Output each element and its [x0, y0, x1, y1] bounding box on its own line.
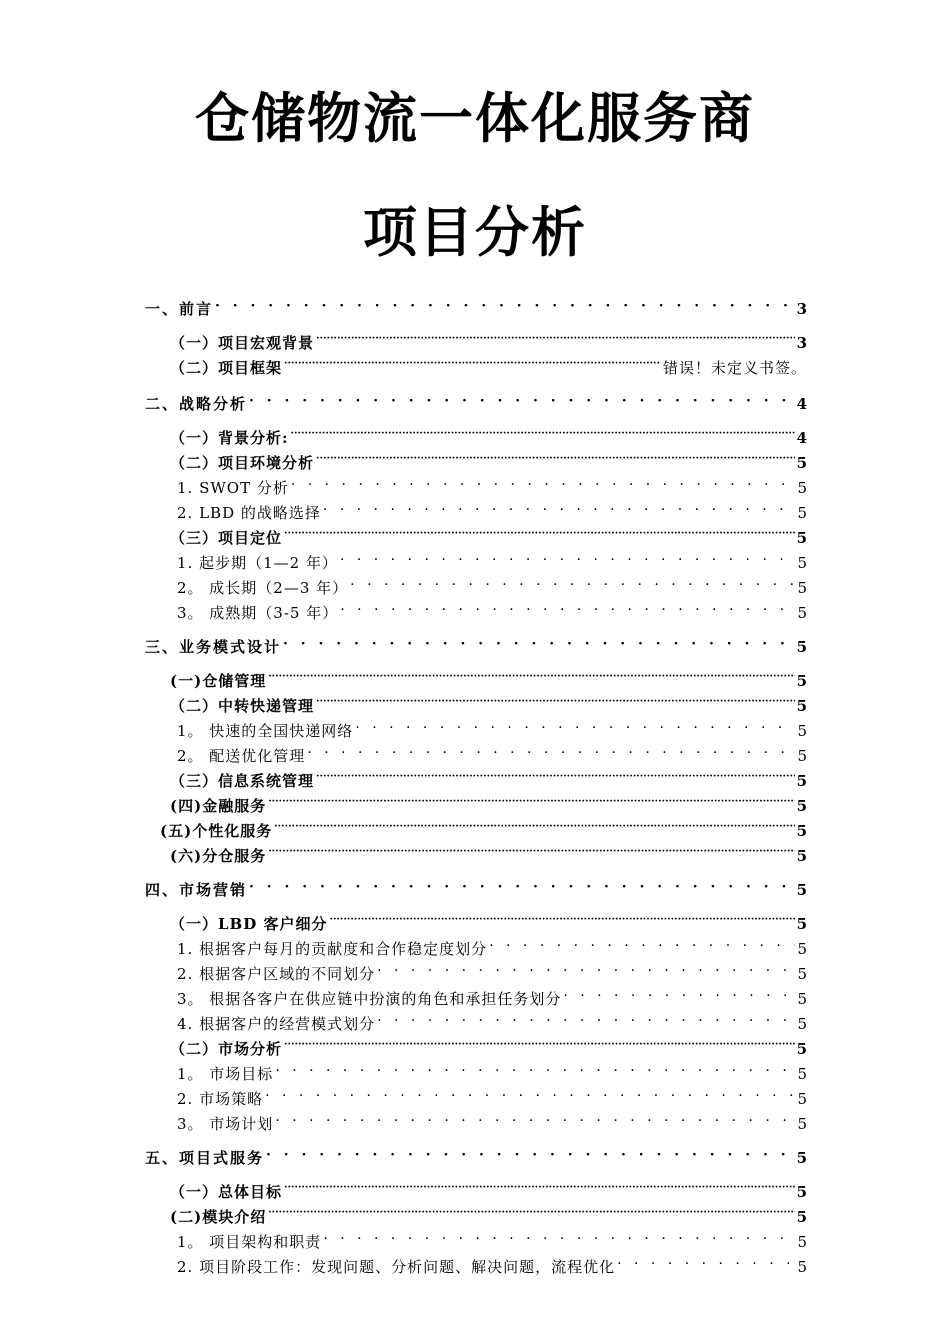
toc-entry[interactable]: [170, 446, 807, 472]
toc-entry-label: （二）项目环境分析: [170, 454, 315, 472]
toc-entry-page-number: 4: [796, 395, 807, 413]
toc-dot-leader: [266, 1141, 795, 1163]
toc-entry[interactable]: [177, 739, 807, 765]
toc-entry-page-number: 5: [796, 672, 807, 690]
toc-entry-page-number: 5: [797, 579, 807, 597]
toc-entry-label: 2. 项目阶段工作：发现问题、分析问题、解决问题，流程优化: [177, 1258, 616, 1276]
toc-dot-leader: [323, 1225, 795, 1247]
toc-dot-leader: [249, 873, 795, 895]
toc-entry-label: 2。 成长期（2—3 年）: [177, 579, 349, 597]
toc-entry[interactable]: [145, 873, 807, 899]
toc-entry[interactable]: [170, 326, 807, 352]
toc-dot-leader: [307, 739, 795, 761]
toc-entry-page-number: 5: [797, 604, 807, 622]
toc-dot-leader: [316, 689, 795, 711]
toc-dot-leader: [316, 326, 795, 348]
toc-entry-label: (四)金融服务: [170, 797, 267, 815]
toc-entry-page-number: 3: [796, 300, 807, 318]
toc-dot-leader: [563, 982, 795, 1004]
toc-entry-page-number: 5: [797, 747, 807, 765]
toc-entry-page-number: 5: [796, 697, 807, 715]
toc-entry-label: (一)仓储管理: [170, 672, 267, 690]
toc-entry-page-number: 5: [797, 722, 807, 740]
toc-entry-page-number: 5: [797, 554, 807, 572]
toc-entry[interactable]: [177, 1007, 807, 1033]
toc-entry-page-number: 5: [797, 1258, 807, 1276]
toc-entry-page-number: 5: [797, 1115, 807, 1133]
toc-entry[interactable]: [145, 387, 807, 413]
toc-entry-label: 1。 快速的全国快递网络: [177, 722, 354, 740]
toc-entry[interactable]: [170, 1175, 807, 1201]
toc-entry-label: 1. SWOT 分析: [177, 479, 289, 497]
toc-entry[interactable]: [177, 1225, 807, 1251]
toc-entry-label: 四、市场营销: [145, 881, 248, 899]
toc-entry-page-number: 5: [797, 990, 807, 1008]
toc-entry-label: 2. LBD 的战略选择: [177, 504, 321, 522]
toc-dot-leader: [355, 714, 795, 736]
toc-entry-label: 4. 根据客户的经营模式划分: [177, 1015, 376, 1033]
toc-entry-page-number: 5: [796, 847, 807, 865]
toc-dot-leader: [329, 907, 794, 929]
toc-dot-leader: [215, 292, 795, 314]
toc-dot-leader: [340, 546, 796, 568]
toc-entry-page-number: 4: [796, 429, 807, 447]
toc-entry-label: 二、战略分析: [145, 395, 248, 413]
toc-entry-label: （三）项目定位: [170, 529, 283, 547]
toc-entry-label: 2. 根据客户区域的不同划分: [177, 965, 376, 983]
toc-entry-label: （一）项目宏观背景: [170, 334, 315, 352]
toc-dot-leader: [323, 496, 796, 518]
toc-entry[interactable]: [170, 421, 807, 447]
toc-dot-leader: [283, 630, 795, 652]
toc-entry-page-number: 5: [796, 1149, 807, 1167]
toc-entry-label: （一）LBD 客户细分: [170, 915, 328, 933]
toc-entry-page-number: 5: [797, 504, 807, 522]
toc-entry-label: 1. 根据客户每月的贡献度和合作稳定度划分: [177, 940, 488, 958]
toc-entry-page-number: 5: [796, 1040, 807, 1058]
toc-entry-label: (二)模块介绍: [170, 1208, 267, 1226]
document-title-line1: 仓储物流一体化服务商: [195, 86, 755, 150]
toc-entry-label: 1. 起步期（1—2 年）: [177, 554, 338, 572]
toc-entry-label: （二）项目框架: [170, 359, 283, 377]
toc-entry[interactable]: [177, 982, 807, 1008]
toc-entry-page-number: 5: [797, 940, 807, 958]
toc-entry-label: (五)个性化服务: [160, 822, 273, 840]
toc-entry[interactable]: [145, 1141, 807, 1167]
toc-dot-leader: [268, 839, 794, 861]
toc-entry[interactable]: [170, 351, 807, 377]
toc-entry-page-number: 3: [796, 334, 807, 352]
toc-entry-label: 2. 市场策略: [177, 1090, 264, 1108]
toc-entry-label: 2。 配送优化管理: [177, 747, 306, 765]
toc-entry-page-number: 5: [797, 965, 807, 983]
toc-entry[interactable]: [177, 496, 807, 522]
toc-entry[interactable]: [170, 839, 807, 865]
toc-dot-leader: [275, 1107, 795, 1129]
toc-entry-page-number: 5: [797, 1015, 807, 1033]
toc-dot-leader: [291, 471, 796, 493]
toc-entry-page-number: 5: [797, 479, 807, 497]
toc-entry[interactable]: [177, 596, 807, 622]
toc-dot-leader: [265, 1082, 795, 1104]
toc-entry-label: （二）市场分析: [170, 1040, 283, 1058]
toc-entry[interactable]: [177, 1057, 807, 1083]
toc-entry[interactable]: [145, 630, 807, 656]
toc-dot-leader: [617, 1250, 795, 1272]
toc-entry-page-number: 错误！未定义书签。: [662, 359, 807, 377]
toc-dot-leader: [284, 1032, 795, 1054]
toc-entry[interactable]: [170, 689, 807, 715]
toc-entry[interactable]: [170, 1032, 807, 1058]
toc-entry-page-number: 5: [796, 1183, 807, 1201]
toc-dot-leader: [275, 1057, 795, 1079]
toc-dot-leader: [316, 764, 795, 786]
toc-dot-leader: [284, 1175, 795, 1197]
toc-entry-label: 3。 成熟期（3-5 年）: [177, 604, 339, 622]
toc-entry-page-number: 5: [797, 1233, 807, 1251]
toc-entry-page-number: 5: [796, 915, 807, 933]
toc-entry[interactable]: [177, 714, 807, 740]
toc-dot-leader: [350, 571, 795, 593]
toc-dot-leader: [249, 387, 795, 409]
toc-entry-label: （一）总体目标: [170, 1183, 283, 1201]
toc-entry[interactable]: [170, 664, 807, 690]
toc-entry-page-number: 5: [796, 1208, 807, 1226]
toc-entry-page-number: 5: [797, 1065, 807, 1083]
toc-dot-leader: [284, 521, 795, 543]
toc-entry[interactable]: [177, 471, 807, 497]
toc-entry[interactable]: [160, 814, 807, 840]
toc-entry[interactable]: [177, 1107, 807, 1133]
toc-dot-leader: [268, 664, 794, 686]
document-title-line2: 项目分析: [363, 200, 587, 264]
toc-entry-label: （二）中转快递管理: [170, 697, 315, 715]
toc-entry-page-number: 5: [796, 772, 807, 790]
toc-entry-label: 1。 市场目标: [177, 1065, 274, 1083]
toc-entry[interactable]: [177, 1082, 807, 1108]
toc-dot-leader: [316, 446, 795, 468]
toc-dot-leader: [489, 932, 795, 954]
toc-dot-leader: [377, 1007, 795, 1029]
toc-entry-page-number: 5: [796, 797, 807, 815]
toc-entry[interactable]: [170, 907, 807, 933]
toc-entry[interactable]: [170, 764, 807, 790]
toc-entry[interactable]: [170, 789, 807, 815]
toc-dot-leader: [340, 596, 795, 618]
toc-entry-label: （三）信息系统管理: [170, 772, 315, 790]
toc-entry-label: 三、业务模式设计: [145, 638, 282, 656]
toc-entry[interactable]: [177, 571, 807, 597]
toc-entry[interactable]: [170, 521, 807, 547]
toc-dot-leader: [377, 957, 795, 979]
toc-entry-label: 3。 市场计划: [177, 1115, 274, 1133]
toc-entry[interactable]: [145, 292, 807, 318]
toc-entry-page-number: 5: [796, 454, 807, 472]
toc-dot-leader: [284, 351, 661, 373]
toc-dot-leader: [268, 789, 794, 811]
toc-entry[interactable]: [177, 1250, 807, 1276]
toc-entry-label: 一、前言: [145, 300, 214, 318]
toc-entry-page-number: 5: [796, 529, 807, 547]
toc-entry[interactable]: [177, 932, 807, 958]
toc-entry-label: 五、项目式服务: [145, 1149, 265, 1167]
toc-entry-page-number: 5: [796, 638, 807, 656]
toc-entry-page-number: 5: [796, 881, 807, 899]
toc-entry-label: 3。 根据各客户在供应链中扮演的角色和承担任务划分: [177, 990, 562, 1008]
toc-entry-page-number: 5: [796, 822, 807, 840]
toc-entry-label: 1。 项目架构和职责: [177, 1233, 322, 1251]
toc-entry-page-number: 5: [797, 1090, 807, 1108]
toc-entry[interactable]: [170, 1200, 807, 1226]
toc-entry[interactable]: [177, 546, 807, 572]
toc-entry-label: （一）背景分析:: [170, 429, 289, 447]
toc-entry[interactable]: [177, 957, 807, 983]
toc-dot-leader: [274, 814, 794, 836]
toc-dot-leader: [268, 1200, 794, 1222]
toc-dot-leader: [291, 421, 795, 443]
toc-entry-label: (六)分仓服务: [170, 847, 267, 865]
